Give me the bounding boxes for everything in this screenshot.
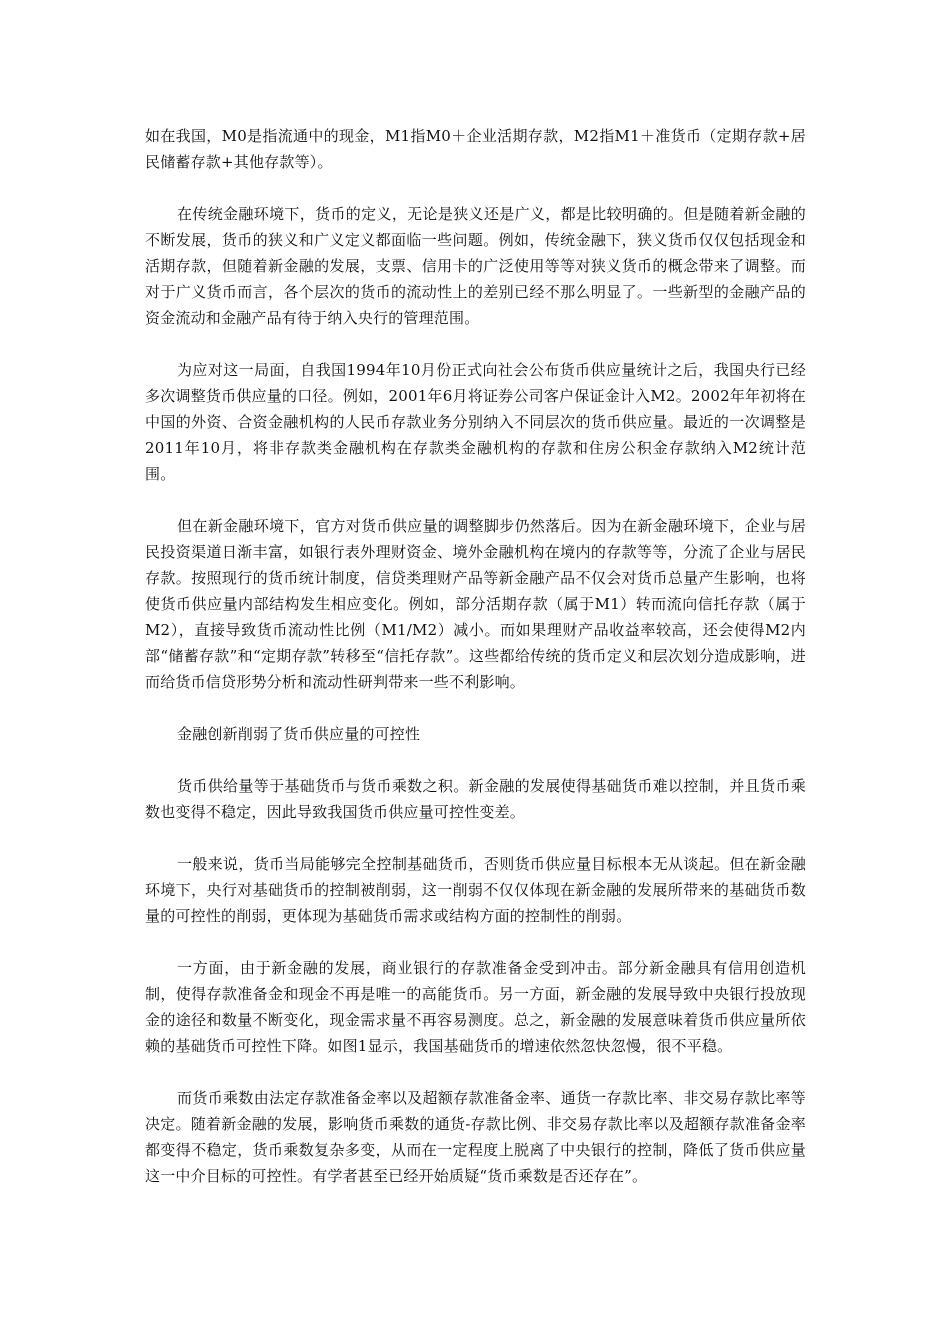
paragraph-spacer bbox=[145, 747, 806, 773]
paragraph-spacer bbox=[145, 695, 806, 721]
paragraph-3: 为应对这一局面，自我国1994年10月份正式向社会公布货币供应量统计之后，我国央行已经多次调整货币供应量的口径。例如，2001年6月将证券公司客户保证金计入M2。2002年年初将在中国的外资、合资金融机构的人民币存款业务分别纳入不同层次的货币供应量。最近的一次调整是2011年10月，将非存款类金融机构在存款类金融机构的存款和住房公积金存款纳入M2统计范围。 bbox=[145, 361, 806, 483]
paragraph-6: 货币供给量等于基础货币与货币乘数之积。新金融的发展使得基础货币难以控制，并且货币乘数也变得不稳定，因此导致我国货币供应量可控性变差。 bbox=[145, 777, 806, 821]
paragraph-7: 一般来说，货币当局能够完全控制基础货币，否则货币供应量目标根本无从谈起。但在新金融环境下，央行对基础货币的控制被削弱，这一削弱不仅仅体现在新金融的发展所带来的基础货币数量的可控性的削弱，更体现为基础货币需求或结构方面的控制性的削弱。 bbox=[145, 855, 806, 925]
paragraph-8: 一方面，由于新金融的发展，商业银行的存款准备金受到冲击。部分新金融具有信用创造机制，使得存款准备金和现金不再是唯一的高能货币。另一方面，新金融的发展导致中央银行投放现金的途径和数量不断变化，现金需求量不再容易测度。总之，新金融的发展意味着货币供应量所依赖的基础货币可控性下降。如图1显示，我国基础货币的增速依然忽快忽慢，很不平稳。 bbox=[145, 959, 806, 1055]
paragraph-2: 在传统金融环境下，货币的定义，无论是狭义还是广义，都是比较明确的。但是随着新金融的不断发展，货币的狭义和广义定义都面临一些问题。例如，传统金融下，狭义货币仅仅包括现金和活期存款，但随着新金融的发展，支票、信用卡的广泛使用等等对狭义货币的概念带来了调整。而对于广义货币而言，各个层次的货币的流动性上的差别已经不那么明显了。一些新型的金融产品的资金流动和金融产品有待于纳入央行的管理范围。 bbox=[145, 205, 806, 327]
paragraph-spacer bbox=[145, 331, 806, 357]
paragraph-spacer bbox=[145, 825, 806, 851]
paragraph-spacer bbox=[145, 487, 806, 513]
section-heading: 金融创新削弱了货币供应量的可控性 bbox=[177, 725, 421, 743]
document-body bbox=[145, 123, 806, 1189]
paragraph-9: 而货币乘数由法定存款准备金率以及超额存款准备金率、通货一存款比率、非交易存款比率等决定。随着新金融的发展，影响货币乘数的通货-存款比例、非交易存款比率以及超额存款准备金率都变得不稳定，货币乘数复杂多变，从而在一定程度上脱离了中央银行的控制，降低了货币供应量这一中介目标的可控性。有学者甚至已经开始质疑“货币乘数是否还存在”。 bbox=[145, 1089, 806, 1185]
paragraph-spacer bbox=[145, 1059, 806, 1085]
paragraph-spacer bbox=[145, 175, 806, 201]
paragraph-spacer bbox=[145, 929, 806, 955]
paragraph-1: 如在我国，M0是指流通中的现金，M1指M0＋企业活期存款，M2指M1＋准货币（定期存款+居民储蓄存款+其他存款等）。 bbox=[145, 127, 806, 171]
paragraph-4: 但在新金融环境下，官方对货币供应量的调整脚步仍然落后。因为在新金融环境下，企业与居民投资渠道日渐丰富，如银行表外理财资金、境外金融机构在境内的存款等等，分流了企业与居民存款。按照现行的货币统计制度，信贷类理财产品等新金融产品不仅会对货币总量产生影响，也将使货币供应量内部结构发生相应变化。例如，部分活期存款（属于M1）转而流向信托存款（属于M2），直接导致货币流动性比例（M1/M2）减小。而如果理财产品收益率较高，还会使得M2内部“储蓄存款”和“定期存款”转移至“信托存款”。这些都给传统的货币定义和层次划分造成影响，进而给货币信贷形势分析和流动性研判带来一些不利影响。 bbox=[145, 517, 806, 691]
